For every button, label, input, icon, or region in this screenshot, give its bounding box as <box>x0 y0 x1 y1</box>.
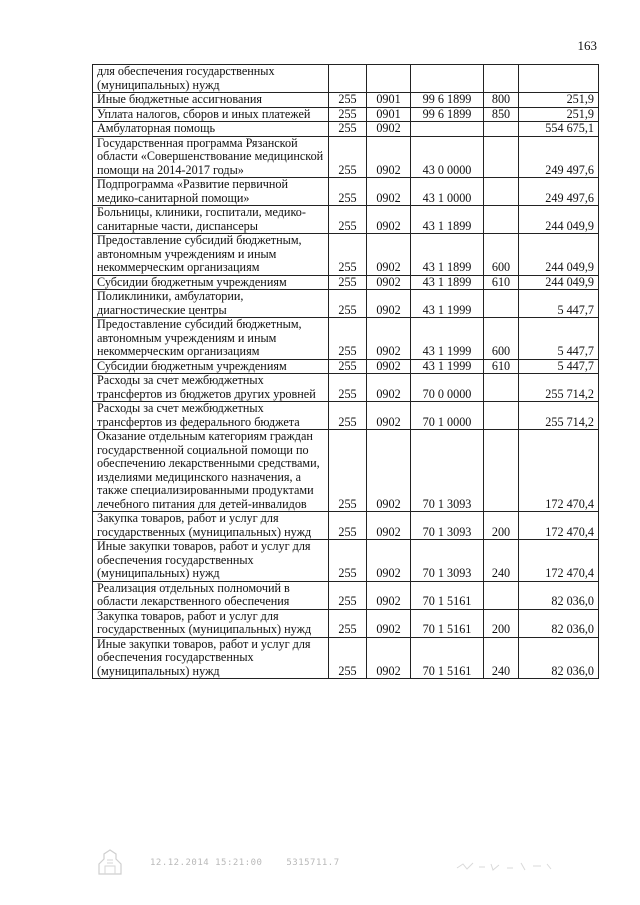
cell-vr <box>484 430 519 512</box>
cell-ved: 255 <box>329 178 367 206</box>
cell-vr: 800 <box>484 93 519 108</box>
cell-rz: 0902 <box>367 122 411 137</box>
cell-csr <box>411 122 484 137</box>
table-row <box>93 65 599 93</box>
cell-ved: 255 <box>329 512 367 540</box>
cell-csr: 70 1 3093 <box>411 430 484 512</box>
cell-csr: 99 6 1899 <box>411 107 484 122</box>
cell-sum: 82 036,0 <box>519 609 599 637</box>
budget-table-body <box>93 65 599 679</box>
cell-vr: 200 <box>484 609 519 637</box>
cell-sum: 172 470,4 <box>519 540 599 582</box>
footer-stamp <box>150 858 358 868</box>
cell-csr: 43 1 1999 <box>411 318 484 360</box>
cell-rz: 0901 <box>367 107 411 122</box>
cell-name: Подпрограмма «Развитие первичной медико-санитарной помощи» <box>93 178 329 206</box>
budget-table <box>92 64 599 679</box>
cell-ved: 255 <box>329 275 367 290</box>
table-row <box>93 290 599 318</box>
cell-name: Амбулаторная помощь <box>93 122 329 137</box>
table-row <box>93 234 599 276</box>
cell-name: Закупка товаров, работ и услуг для государственных (муниципальных) нужд <box>93 609 329 637</box>
cell-ved: 255 <box>329 637 367 679</box>
cell-csr: 43 1 0000 <box>411 178 484 206</box>
cell-csr: 43 0 0000 <box>411 136 484 178</box>
cell-ved: 255 <box>329 359 367 374</box>
cell-ved: 255 <box>329 609 367 637</box>
cell-sum: 251,9 <box>519 107 599 122</box>
cell-ved: 255 <box>329 540 367 582</box>
cell-sum: 82 036,0 <box>519 581 599 609</box>
cell-rz: 0902 <box>367 609 411 637</box>
cell-sum: 82 036,0 <box>519 637 599 679</box>
cell-vr <box>484 136 519 178</box>
table-row <box>93 581 599 609</box>
cell-sum: 244 049,9 <box>519 234 599 276</box>
cell-rz: 0902 <box>367 637 411 679</box>
cell-sum: 172 470,4 <box>519 512 599 540</box>
cell-rz: 0902 <box>367 318 411 360</box>
cell-vr <box>484 206 519 234</box>
cell-name: Реализация отдельных полномочий в области лекарственного обеспечения <box>93 581 329 609</box>
cell-name: Иные закупки товаров, работ и услуг для обеспечения государственных (муниципальных) нужд <box>93 637 329 679</box>
cell-sum: 5 447,7 <box>519 318 599 360</box>
cell-vr <box>484 122 519 137</box>
cell-ved: 255 <box>329 581 367 609</box>
faint-scan-marks-icon <box>455 858 555 874</box>
cell-sum: 244 049,9 <box>519 275 599 290</box>
cell-csr: 70 1 5161 <box>411 637 484 679</box>
cell-name: Поликлиники, амбулатории, диагностические центры <box>93 290 329 318</box>
cell-name: Уплата налогов, сборов и иных платежей <box>93 107 329 122</box>
cell-sum: 255 714,2 <box>519 402 599 430</box>
cell-name: Закупка товаров, работ и услуг для государственных (муниципальных) нужд <box>93 512 329 540</box>
cell-rz: 0902 <box>367 402 411 430</box>
cell-name: Больницы, клиники, госпитали, медико-санитарные части, диспансеры <box>93 206 329 234</box>
cell-name: Государственная программа Рязанской области «Совершенствование медицинской помощи на 2014-2017 годы» <box>93 136 329 178</box>
cell-rz: 0902 <box>367 234 411 276</box>
table-row <box>93 609 599 637</box>
cell-name: Иные бюджетные ассигнования <box>93 93 329 108</box>
table-row <box>93 107 599 122</box>
cell-csr <box>411 65 484 93</box>
cell-vr <box>484 402 519 430</box>
cell-ved <box>329 65 367 93</box>
scan-watermark-icon <box>96 848 124 876</box>
cell-ved: 255 <box>329 206 367 234</box>
table-row <box>93 637 599 679</box>
cell-vr <box>484 290 519 318</box>
cell-name: Предоставление субсидий бюджетным, автономным учреждениям и иным некоммерческим организациям <box>93 234 329 276</box>
cell-csr: 43 1 1999 <box>411 359 484 374</box>
cell-ved: 255 <box>329 290 367 318</box>
cell-vr <box>484 178 519 206</box>
cell-csr: 70 1 3093 <box>411 540 484 582</box>
cell-rz: 0902 <box>367 178 411 206</box>
cell-csr: 43 1 1899 <box>411 234 484 276</box>
cell-ved: 255 <box>329 430 367 512</box>
cell-vr <box>484 581 519 609</box>
cell-csr: 43 1 1899 <box>411 206 484 234</box>
cell-csr: 70 1 3093 <box>411 512 484 540</box>
cell-rz: 0902 <box>367 275 411 290</box>
cell-sum <box>519 65 599 93</box>
table-row <box>93 359 599 374</box>
table-row <box>93 93 599 108</box>
cell-rz: 0902 <box>367 359 411 374</box>
cell-csr: 70 1 5161 <box>411 581 484 609</box>
cell-vr: 240 <box>484 540 519 582</box>
cell-csr: 70 1 0000 <box>411 402 484 430</box>
cell-name: Оказание отдельным категориям граждан государственной социальной помощи по обеспечению лекарственными средствами, изделиями медицинского назначения, а также специализированными продуктами лечебного питания для детей-инвалидов <box>93 430 329 512</box>
cell-rz: 0902 <box>367 512 411 540</box>
cell-ved: 255 <box>329 318 367 360</box>
table-row <box>93 206 599 234</box>
cell-vr: 600 <box>484 234 519 276</box>
cell-rz: 0902 <box>367 206 411 234</box>
cell-name: Расходы за счет межбюджетных трансфертов из бюджетов других уровней <box>93 374 329 402</box>
cell-vr <box>484 65 519 93</box>
cell-csr: 70 0 0000 <box>411 374 484 402</box>
table-row <box>93 122 599 137</box>
cell-sum: 251,9 <box>519 93 599 108</box>
cell-vr: 610 <box>484 359 519 374</box>
cell-rz <box>367 65 411 93</box>
cell-rz: 0902 <box>367 374 411 402</box>
cell-csr: 70 1 5161 <box>411 609 484 637</box>
cell-name: Предоставление субсидий бюджетным, автономным учреждениям и иным некоммерческим организациям <box>93 318 329 360</box>
table-row <box>93 318 599 360</box>
cell-ved: 255 <box>329 93 367 108</box>
table-row <box>93 136 599 178</box>
cell-name: Субсидии бюджетным учреждениям <box>93 359 329 374</box>
cell-ved: 255 <box>329 122 367 137</box>
cell-name: Иные закупки товаров, работ и услуг для обеспечения государственных (муниципальных) нужд <box>93 540 329 582</box>
cell-vr: 240 <box>484 637 519 679</box>
cell-sum: 5 447,7 <box>519 290 599 318</box>
table-row <box>93 402 599 430</box>
cell-rz: 0902 <box>367 136 411 178</box>
footer-datetime: 12.12.2014 15:21:00 <box>150 858 263 868</box>
table-row <box>93 374 599 402</box>
table-row <box>93 540 599 582</box>
cell-rz: 0902 <box>367 540 411 582</box>
table-row <box>93 512 599 540</box>
cell-csr: 43 1 1999 <box>411 290 484 318</box>
cell-vr: 610 <box>484 275 519 290</box>
cell-vr <box>484 374 519 402</box>
cell-vr: 200 <box>484 512 519 540</box>
cell-sum: 244 049,9 <box>519 206 599 234</box>
cell-ved: 255 <box>329 402 367 430</box>
cell-ved: 255 <box>329 374 367 402</box>
cell-sum: 5 447,7 <box>519 359 599 374</box>
table-row <box>93 430 599 512</box>
cell-vr: 600 <box>484 318 519 360</box>
cell-sum: 172 470,4 <box>519 430 599 512</box>
cell-sum: 249 497,6 <box>519 136 599 178</box>
cell-vr: 850 <box>484 107 519 122</box>
page-number: 163 <box>577 38 597 53</box>
cell-rz: 0902 <box>367 581 411 609</box>
cell-ved: 255 <box>329 107 367 122</box>
table-row <box>93 178 599 206</box>
table-row <box>93 275 599 290</box>
cell-csr: 43 1 1899 <box>411 275 484 290</box>
cell-name: для обеспечения государственных (муниципальных) нужд <box>93 65 329 93</box>
cell-rz: 0902 <box>367 290 411 318</box>
cell-ved: 255 <box>329 234 367 276</box>
cell-csr: 99 6 1899 <box>411 93 484 108</box>
cell-ved: 255 <box>329 136 367 178</box>
cell-sum: 554 675,1 <box>519 122 599 137</box>
cell-name: Расходы за счет межбюджетных трансфертов из федерального бюджета <box>93 402 329 430</box>
cell-rz: 0902 <box>367 430 411 512</box>
cell-rz: 0901 <box>367 93 411 108</box>
cell-sum: 255 714,2 <box>519 374 599 402</box>
footer-doc-code: 5315711.7 <box>286 858 340 868</box>
cell-name: Субсидии бюджетным учреждениям <box>93 275 329 290</box>
cell-sum: 249 497,6 <box>519 178 599 206</box>
